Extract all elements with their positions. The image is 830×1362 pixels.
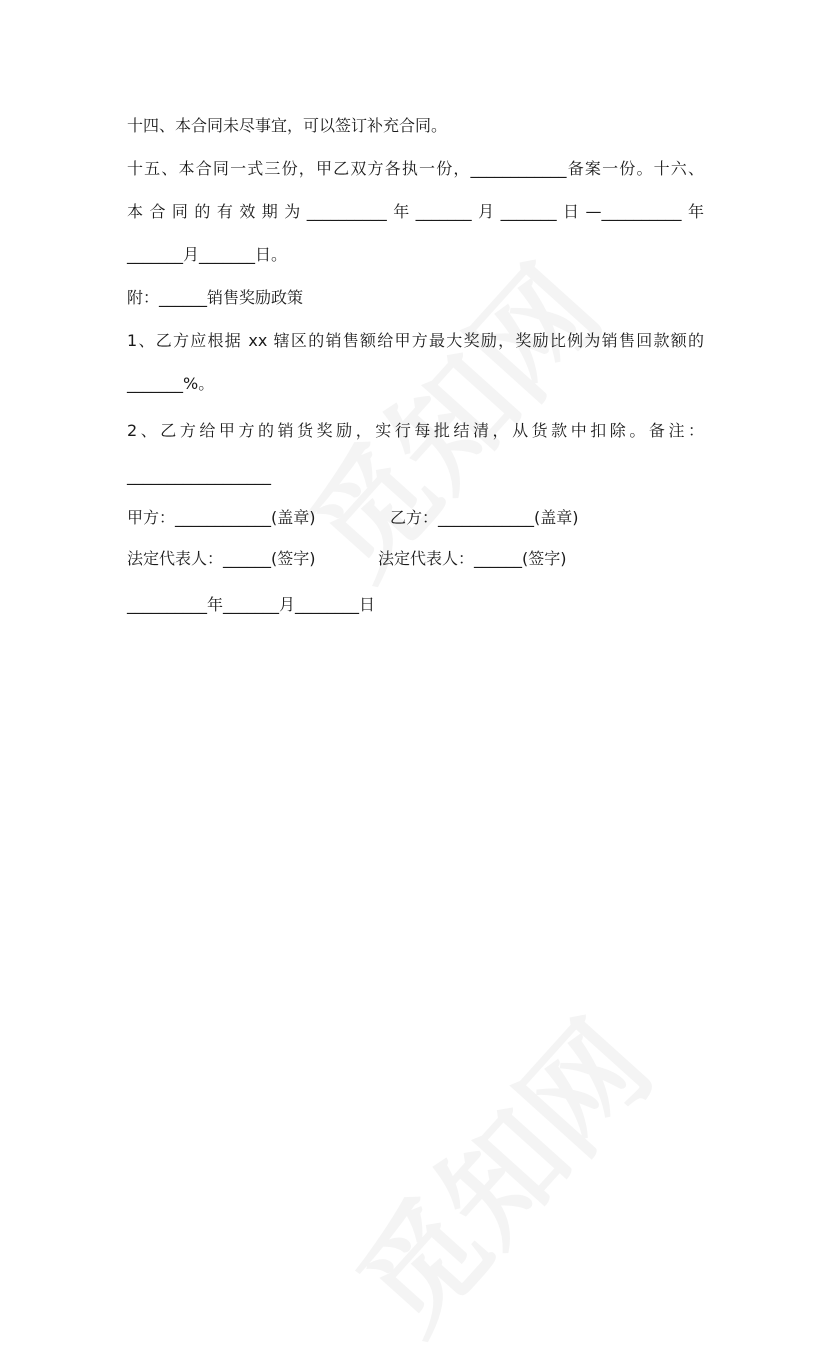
party-a-representative: 法定代表人：______(签字) [127,549,316,568]
party-a-seal: 甲方：____________(盖章) [127,508,316,527]
reward-rule-1-line-1: 1、乙方应根据 xx 辖区的销售额给甲方最大奖励，奖励比例为销售回款额的 [127,331,704,350]
party-b-seal: 乙方：____________(盖章) [390,508,579,527]
remarks-blank: __________________ [127,466,271,485]
reward-rule-2: 2、乙方给甲方的销货奖励，实行每批结清，从货款中扣除。备注： [127,421,704,440]
party-b-representative: 法定代表人：______(签字) [378,549,567,568]
signing-date: __________年_______月________日 [127,595,376,614]
reward-rule-1-line-2: _______%。 [127,374,215,393]
watermark-lower [314,980,683,1362]
validity-period-line-1: 本合同的有效期为__________年_______月_______日—__________年 [127,202,704,221]
clause-14: 十四、本合同未尽事宜，可以签订补充合同。 [127,116,448,135]
validity-period-line-2: _______月_______日。 [127,245,288,264]
appendix-heading: 附：______销售奖励政策 [127,288,304,307]
clause-15: 十五、本合同一式三份，甲乙双方各执一份，____________备案一份。十六、 [127,159,704,178]
